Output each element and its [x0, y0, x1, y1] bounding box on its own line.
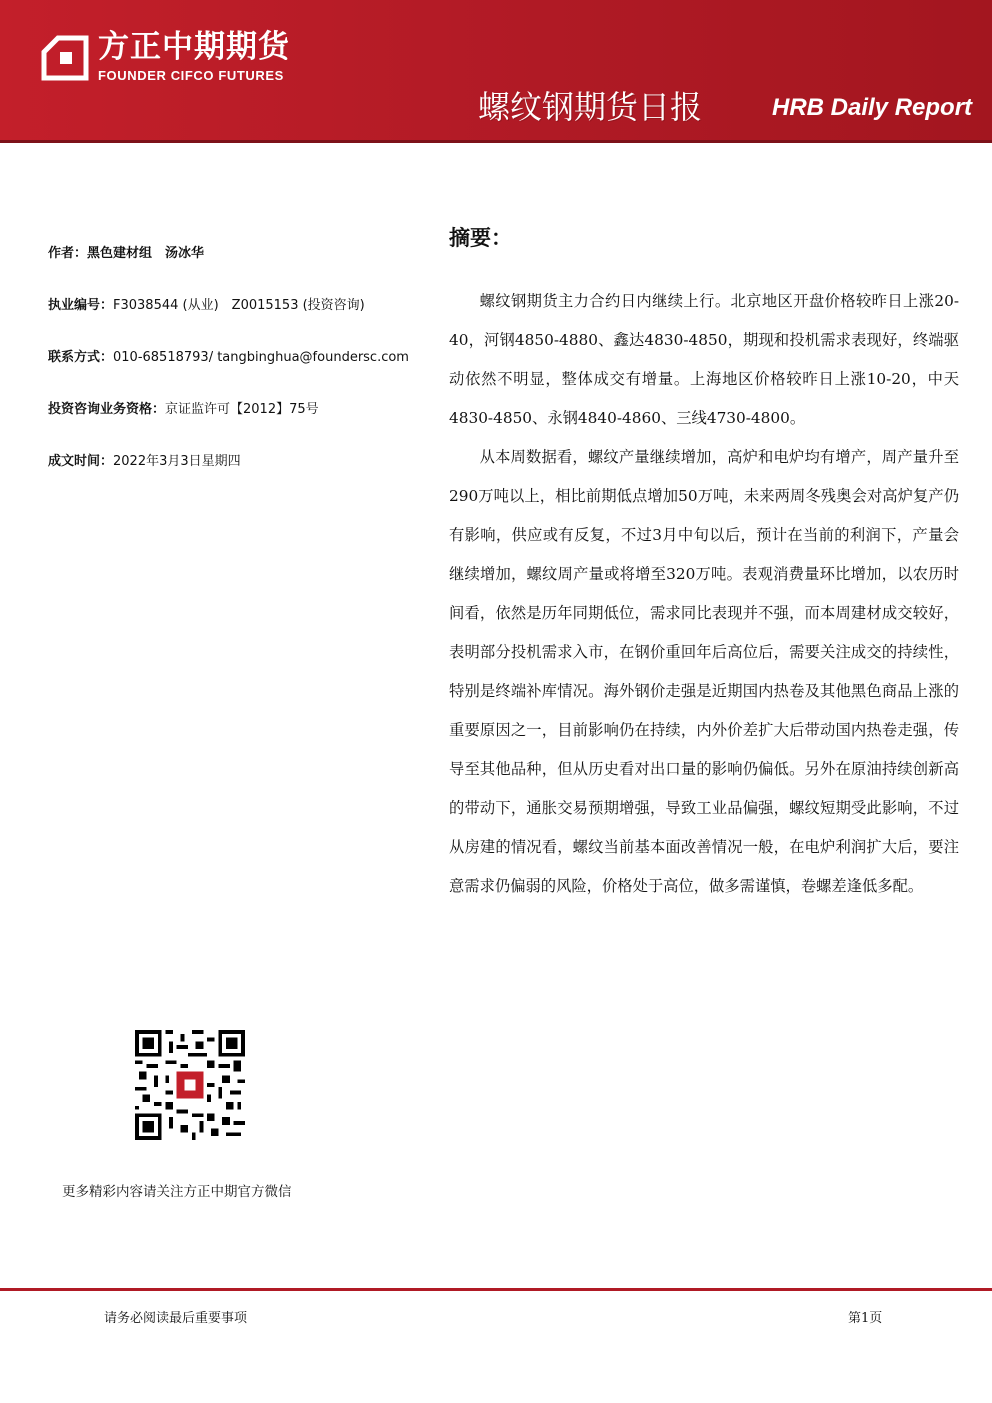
license-label: 执业编号： — [48, 298, 114, 313]
brand-name-cn: 方正中期期货 — [98, 29, 290, 65]
qualification-value: 京证监许可【2012】75号 — [165, 402, 319, 417]
author-value: 黑色建材组 汤冰华 — [87, 246, 205, 261]
date-value: 2022年3月3日星期四 — [113, 454, 241, 469]
contact-label: 联系方式： — [48, 350, 114, 365]
header-banner — [0, 0, 992, 140]
contact-value: 010-68518793/ tangbinghua@foundersc.com — [113, 350, 409, 365]
summary-title: 摘要： — [449, 226, 512, 250]
brand-name-en: FOUNDER CIFCO FUTURES — [98, 68, 284, 83]
license-value: F3038544 (从业) Z0015153 (投资咨询) — [113, 298, 365, 313]
date-line — [48, 453, 438, 471]
report-title-en: HRB Daily Report — [772, 94, 973, 121]
qr-caption: 更多精彩内容请关注方正中期官方微信 — [62, 1184, 292, 1200]
page-number: 第1页 — [848, 1311, 883, 1326]
footer-divider — [0, 1288, 992, 1291]
qualification-line — [48, 401, 438, 419]
date-label: 成文时间： — [48, 454, 114, 469]
license-line — [48, 297, 438, 315]
author-label: 作者： — [48, 246, 88, 261]
report-title-cn: 螺纹钢期货日报 — [478, 88, 703, 126]
summary-paragraph: 从本周数据看，螺纹产量继续增加，高炉和电炉均有增产，周产量升至290万吨以上，相比前期低点增加50万吨，未来两周冬残奥会对高炉复产仍有影响，供应或有反复，不过3月中旬以后，预计在当前的利润下，产量会继续增加，螺纹周产量或将增至320万吨。表观消费量环比增加，以农历时间看，依然是历年同期低位，需求同比表现并不强，而本周建材成交较好，表明部分投机需求入市，在钢价重回年后高位后，需要关注成交的持续性，特别是终端补库情况。海外钢价走强是近期国内热卷及其他黑色商品上涨的重要原因之一，目前影响仍在持续，内外价差扩大后带动国内热卷走强，传导至其他品种，但从历史看对出口量的影响仍偏低。另外在原油持续创新高的带动下，通胀交易预期增强，导致工业品偏强，螺纹短期受此影响，不过从房建的情况看，螺纹当前基本面改善情况一般，在电炉利润扩大后，要注意需求仍偏弱的风险，价格处于高位，做多需谨慎，卷螺差逢低多配。 — [449, 448, 959, 895]
banner-divider — [0, 140, 992, 143]
qualification-label: 投资咨询业务资格： — [48, 402, 166, 417]
qr-code-icon — [135, 1030, 245, 1140]
summary-body — [449, 282, 959, 906]
author-line — [48, 245, 438, 263]
summary-paragraph: 螺纹钢期货主力合约日内继续上行。北京地区开盘价格较昨日上涨20-40，河钢4850-4880、鑫达4830-4850，期现和投机需求表现好，终端驱动依然不明显，整体成交有增量。上海地区价格较昨日上涨10-20，中天4830-4850、永钢4840-4860、三线4730-4800。 — [449, 292, 959, 427]
contact-line — [48, 349, 438, 367]
founder-logo-icon — [40, 34, 90, 82]
footer-disclaimer: 请务必阅读最后重要事项 — [104, 1311, 248, 1326]
